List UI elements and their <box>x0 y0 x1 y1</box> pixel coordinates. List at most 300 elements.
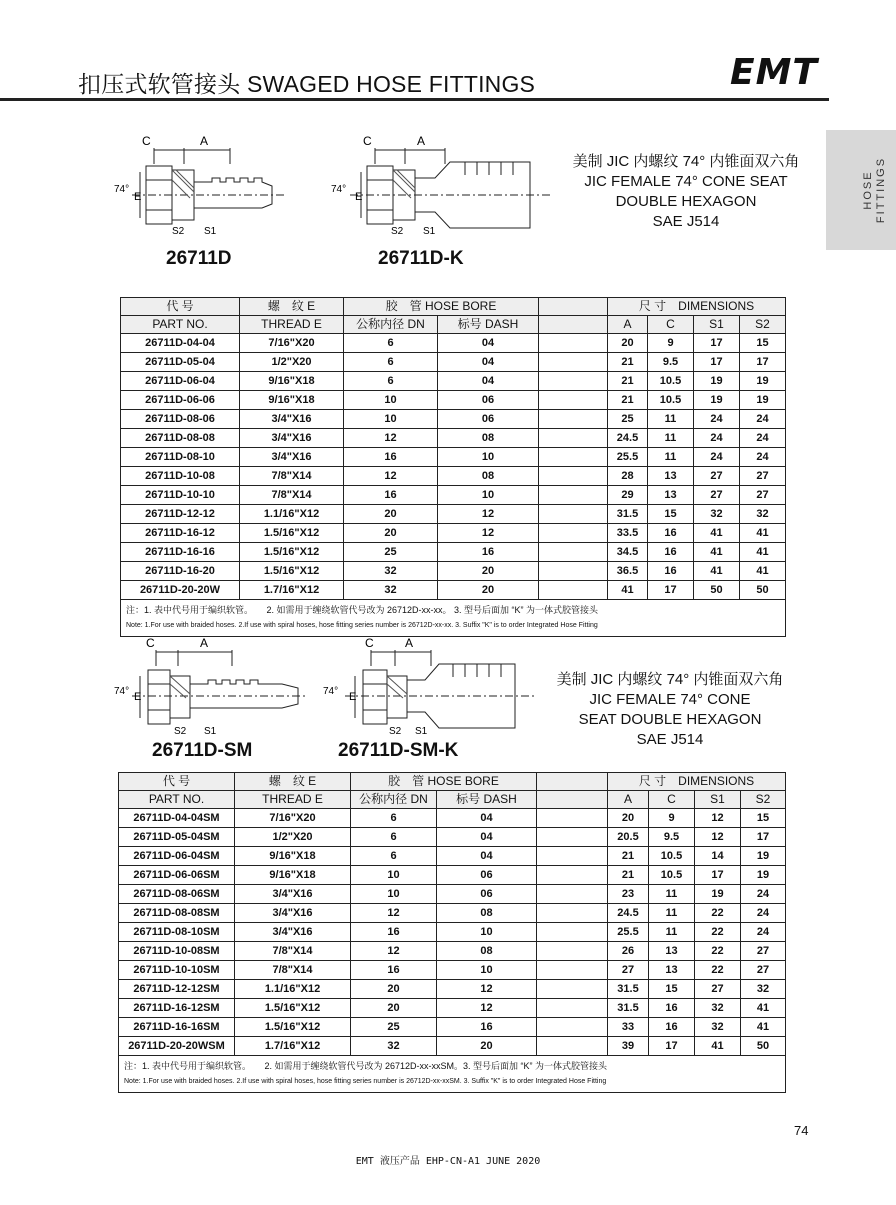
cell-dim-s1: 32 <box>694 505 740 524</box>
cell-dim-c: 10.5 <box>649 847 695 866</box>
cell-dim-s2: 24 <box>740 448 786 467</box>
cell-dash: 20 <box>437 1037 537 1056</box>
description-standard: SAE J514 <box>636 731 704 748</box>
cell-dim-a: 25.5 <box>608 448 648 467</box>
dim-label-a: A <box>417 134 426 148</box>
cell-dim-s1: 17 <box>695 866 741 885</box>
cell-dim-c: 11 <box>648 448 694 467</box>
cell-dim-a: 31.5 <box>608 980 649 999</box>
header-dash: 标号 DASH <box>437 791 537 809</box>
cell-dim-s1: 22 <box>695 923 741 942</box>
cell-blank <box>537 828 608 847</box>
cell-dim-c: 11 <box>648 410 694 429</box>
cell-dim-c: 16 <box>648 562 694 581</box>
cell-thread: 3/4"X16 <box>240 448 344 467</box>
dim-label-c: C <box>146 636 155 650</box>
cell-thread: 3/4"X16 <box>235 904 351 923</box>
cell-dn: 10 <box>344 391 438 410</box>
cell-blank <box>539 505 608 524</box>
cell-dim-s1: 41 <box>694 524 740 543</box>
side-tab-label-line2: FITTINGS <box>875 156 887 224</box>
table-row <box>119 923 786 942</box>
cell-dim-s2: 27 <box>740 486 786 505</box>
dim-label-a: A <box>200 636 209 650</box>
dim-label-e: E <box>134 691 142 703</box>
cell-dim-s2: 24 <box>740 410 786 429</box>
table-note <box>121 600 786 637</box>
table-row <box>121 448 786 467</box>
cell-dim-a: 33.5 <box>608 524 648 543</box>
cell-part-no: 26711D-20-20WSM <box>119 1037 235 1056</box>
cell-blank <box>537 961 608 980</box>
cell-dim-a: 21 <box>608 372 648 391</box>
cell-dim-c: 15 <box>648 505 694 524</box>
cell-blank <box>539 372 608 391</box>
cell-dim-s2: 41 <box>741 1018 786 1037</box>
cell-dim-s2: 24 <box>740 429 786 448</box>
cell-thread: 9/16"X18 <box>240 391 344 410</box>
cell-blank <box>537 999 608 1018</box>
cell-dn: 10 <box>344 410 438 429</box>
header-divider <box>0 98 829 101</box>
cell-dn: 32 <box>344 562 438 581</box>
cell-part-no: 26711D-10-10 <box>121 486 240 505</box>
cell-part-no: 26711D-12-12SM <box>119 980 235 999</box>
cell-part-no: 26711D-10-10SM <box>119 961 235 980</box>
cell-dn: 6 <box>344 334 438 353</box>
cell-dash: 08 <box>437 942 537 961</box>
cell-dn: 6 <box>344 353 438 372</box>
cell-dash: 04 <box>437 828 537 847</box>
angle-label: 74° <box>114 686 130 697</box>
cell-dim-c: 11 <box>649 904 695 923</box>
cell-dn: 20 <box>344 505 438 524</box>
table-row <box>121 543 786 562</box>
cell-part-no: 26711D-05-04 <box>121 353 240 372</box>
fitting-drawing-26711D-SM-K <box>315 632 545 742</box>
cell-dim-c: 9.5 <box>649 828 695 847</box>
cell-dim-c: 16 <box>648 524 694 543</box>
cell-dim-s1: 24 <box>694 410 740 429</box>
dim-label-s1: S1 <box>415 726 428 737</box>
table-row <box>121 524 786 543</box>
cell-dim-a: 21 <box>608 866 649 885</box>
cell-part-no: 26711D-08-10 <box>121 448 240 467</box>
header-dim-c: C <box>649 791 695 809</box>
spec-table-body <box>121 334 786 600</box>
cell-dash: 08 <box>438 467 539 486</box>
description-en-line1: JIC FEMALE 74° CONE <box>589 691 751 708</box>
cell-thread: 1.7/16"X12 <box>235 1037 351 1056</box>
cell-dim-s1: 24 <box>694 448 740 467</box>
cell-dn: 25 <box>351 1018 437 1037</box>
header-dash: 标号 DASH <box>438 316 539 334</box>
cell-dim-s1: 17 <box>694 334 740 353</box>
dim-label-s1: S1 <box>204 226 217 237</box>
cell-dash: 04 <box>437 847 537 866</box>
cell-dn: 10 <box>351 866 437 885</box>
dim-label-e: E <box>349 691 357 703</box>
note-cn: 注：1. 表中代号用于编织软管。 2. 如需用于缠绕软管代号改为 26712D-xx-xxSM。3. 型号后面加 “K” 为一体式胶管接头 <box>124 1061 608 1071</box>
cell-dim-a: 24.5 <box>608 429 648 448</box>
cell-dn: 6 <box>351 828 437 847</box>
table-row <box>119 999 786 1018</box>
cell-dn: 12 <box>344 467 438 486</box>
table-row <box>121 353 786 372</box>
cell-part-no: 26711D-08-06SM <box>119 885 235 904</box>
cell-blank <box>539 410 608 429</box>
cell-dim-c: 10.5 <box>648 372 694 391</box>
header-dim-a: A <box>608 316 648 334</box>
cell-part-no: 26711D-16-12SM <box>119 999 235 1018</box>
table-row <box>121 372 786 391</box>
cell-dim-a: 21 <box>608 391 648 410</box>
dim-label-a: A <box>200 134 209 148</box>
cell-part-no: 26711D-04-04SM <box>119 809 235 828</box>
cell-part-no: 26711D-08-08SM <box>119 904 235 923</box>
header-thread-cn: 螺 纹 E <box>240 298 344 316</box>
cell-dim-a: 26 <box>608 942 649 961</box>
description-en-line2: SEAT DOUBLE HEXAGON <box>578 711 762 728</box>
cell-dim-s1: 19 <box>694 372 740 391</box>
cell-thread: 1.5/16"X12 <box>240 524 344 543</box>
cell-dim-s2: 19 <box>741 866 786 885</box>
cell-dim-c: 9.5 <box>648 353 694 372</box>
cell-thread: 7/8"X14 <box>235 961 351 980</box>
header-part-no: PART NO. <box>119 791 235 809</box>
cell-part-no: 26711D-16-12 <box>121 524 240 543</box>
cell-blank <box>537 942 608 961</box>
cell-part-no: 26711D-16-16SM <box>119 1018 235 1037</box>
cell-dim-s2: 24 <box>741 885 786 904</box>
cell-thread: 1.5/16"X12 <box>240 562 344 581</box>
dim-label-s2: S2 <box>172 226 185 237</box>
table-row <box>121 581 786 600</box>
angle-label: 74° <box>323 686 339 697</box>
cell-thread: 9/16"X18 <box>240 372 344 391</box>
cell-thread: 9/16"X18 <box>235 866 351 885</box>
cell-dim-a: 21 <box>608 847 649 866</box>
cell-blank <box>539 581 608 600</box>
cell-part-no: 26711D-16-16 <box>121 543 240 562</box>
model-label: 26711D-K <box>378 248 464 269</box>
dim-label-c: C <box>365 636 374 650</box>
header-dim-s2: S2 <box>740 316 786 334</box>
description-cn: 美制 JIC 内螺纹 74° 内锥面双六角 <box>572 153 800 170</box>
fitting-drawing-26711D-SM <box>112 632 312 742</box>
table-row <box>119 961 786 980</box>
cell-dim-a: 34.5 <box>608 543 648 562</box>
cell-dim-s1: 22 <box>695 961 741 980</box>
cell-part-no: 26711D-08-10SM <box>119 923 235 942</box>
cell-dim-s2: 19 <box>740 391 786 410</box>
cell-dim-s2: 41 <box>740 562 786 581</box>
header-dimensions: 尺 寸 DIMENSIONS <box>608 773 786 791</box>
cell-dash: 10 <box>438 448 539 467</box>
cell-dim-a: 33 <box>608 1018 649 1037</box>
cell-part-no: 26711D-08-08 <box>121 429 240 448</box>
cell-dim-s2: 32 <box>741 980 786 999</box>
cell-dash: 06 <box>438 391 539 410</box>
cell-dash: 06 <box>438 410 539 429</box>
cell-dim-a: 39 <box>608 1037 649 1056</box>
cell-part-no: 26711D-06-06SM <box>119 866 235 885</box>
cell-dim-s1: 19 <box>694 391 740 410</box>
cell-dim-s2: 17 <box>741 828 786 847</box>
header-thread-cn: 螺 纹 E <box>235 773 351 791</box>
cell-dim-s2: 32 <box>740 505 786 524</box>
cell-part-no: 26711D-20-20W <box>121 581 240 600</box>
model-label: 26711D-SM <box>152 740 253 761</box>
fitting-description <box>548 152 824 232</box>
header-dim-a: A <box>608 791 649 809</box>
cell-thread: 7/16"X20 <box>240 334 344 353</box>
dim-label-e: E <box>134 191 142 203</box>
table-row <box>121 467 786 486</box>
fitting-drawing-26711D-K <box>325 130 555 240</box>
cell-dn: 16 <box>351 961 437 980</box>
cell-dim-s1: 27 <box>695 980 741 999</box>
header-hose-bore: 胶 管 HOSE BORE <box>344 298 539 316</box>
cell-dim-s1: 22 <box>695 942 741 961</box>
table-note <box>119 1056 786 1093</box>
cell-dim-s1: 19 <box>695 885 741 904</box>
description-cn: 美制 JIC 内螺纹 74° 内锥面双六角 <box>556 671 784 688</box>
cell-dim-a: 27 <box>608 961 649 980</box>
cell-blank <box>537 809 608 828</box>
note-en: Note: 1.For use with braided hoses. 2.If use with spiral hoses, hose fitting series number is 26712D-xx-xxSM. 3. Suffix "K" is to order Integrated Hose Fitting <box>124 1078 607 1085</box>
cell-dim-c: 10.5 <box>649 866 695 885</box>
table-row <box>119 1018 786 1037</box>
header-dimensions: 尺 寸 DIMENSIONS <box>608 298 786 316</box>
cell-dim-s1: 17 <box>694 353 740 372</box>
table-row <box>119 980 786 999</box>
cell-dim-a: 25.5 <box>608 923 649 942</box>
cell-dn: 16 <box>344 486 438 505</box>
cell-dash: 20 <box>438 581 539 600</box>
cell-blank <box>537 866 608 885</box>
cell-dim-a: 31.5 <box>608 505 648 524</box>
cell-dash: 12 <box>438 505 539 524</box>
header-dim-c: C <box>648 316 694 334</box>
header-dim-s1: S1 <box>694 316 740 334</box>
cell-dim-a: 29 <box>608 486 648 505</box>
cell-dim-s1: 12 <box>695 828 741 847</box>
cell-thread: 9/16"X18 <box>235 847 351 866</box>
cell-thread: 1.1/16"X12 <box>235 980 351 999</box>
table-row <box>121 505 786 524</box>
cell-dim-a: 31.5 <box>608 999 649 1018</box>
cell-dim-a: 36.5 <box>608 562 648 581</box>
page-number: 74 <box>794 1123 809 1138</box>
cell-dim-s1: 32 <box>695 999 741 1018</box>
cell-dim-c: 13 <box>648 467 694 486</box>
cell-dim-s2: 24 <box>741 923 786 942</box>
cell-dn: 32 <box>351 1037 437 1056</box>
cell-dn: 12 <box>351 904 437 923</box>
cell-dim-c: 17 <box>648 581 694 600</box>
cell-blank <box>539 543 608 562</box>
cell-part-no: 26711D-10-08 <box>121 467 240 486</box>
cell-dim-s1: 41 <box>694 543 740 562</box>
cell-thread: 3/4"X16 <box>240 410 344 429</box>
cell-blank <box>539 334 608 353</box>
spec-table-body <box>119 809 786 1056</box>
cell-dim-a: 41 <box>608 581 648 600</box>
cell-dim-s2: 17 <box>740 353 786 372</box>
cell-blank <box>537 885 608 904</box>
model-label: 26711D <box>166 248 232 269</box>
brand-logo: EMT <box>730 52 818 93</box>
page-footer: EMT 液压产品 EHP-CN-A1 JUNE 2020 <box>355 1156 541 1167</box>
cell-blank <box>539 524 608 543</box>
cell-dim-s1: 41 <box>695 1037 741 1056</box>
cell-dash: 10 <box>437 961 537 980</box>
cell-blank <box>537 1018 608 1037</box>
cell-part-no: 26711D-16-20 <box>121 562 240 581</box>
header-code-cn: 代 号 <box>119 773 235 791</box>
cell-dim-a: 23 <box>608 885 649 904</box>
header-dn: 公称内径 DN <box>351 791 437 809</box>
cell-part-no: 26711D-05-04SM <box>119 828 235 847</box>
cell-thread: 1/2"X20 <box>235 828 351 847</box>
cell-blank <box>537 904 608 923</box>
dim-label-e: E <box>355 191 363 203</box>
cell-dn: 6 <box>351 809 437 828</box>
cell-dim-c: 13 <box>649 942 695 961</box>
header-dim-s2: S2 <box>741 791 786 809</box>
cell-dn: 20 <box>351 999 437 1018</box>
cell-dash: 04 <box>438 334 539 353</box>
cell-blank <box>539 391 608 410</box>
cell-blank <box>537 923 608 942</box>
table-row <box>119 1037 786 1056</box>
cell-dn: 6 <box>344 372 438 391</box>
dim-label-s2: S2 <box>391 226 404 237</box>
cell-thread: 7/8"X14 <box>240 486 344 505</box>
cell-dim-s2: 19 <box>741 847 786 866</box>
cell-dim-s2: 27 <box>741 942 786 961</box>
dim-label-s1: S1 <box>423 226 436 237</box>
cell-dim-s2: 41 <box>740 524 786 543</box>
table-row <box>121 334 786 353</box>
cell-dim-a: 20 <box>608 809 649 828</box>
cell-dim-a: 20 <box>608 334 648 353</box>
cell-dn: 20 <box>344 524 438 543</box>
header-dn: 公称内径 DN <box>344 316 438 334</box>
header-part-no: PART NO. <box>121 316 240 334</box>
cell-thread: 3/4"X16 <box>235 885 351 904</box>
cell-dim-c: 11 <box>648 429 694 448</box>
cell-dash: 04 <box>437 809 537 828</box>
cell-dim-c: 16 <box>649 1018 695 1037</box>
table-row <box>119 847 786 866</box>
dim-label-c: C <box>363 134 372 148</box>
cell-dim-s1: 27 <box>694 467 740 486</box>
cell-dim-s2: 19 <box>740 372 786 391</box>
cell-dn: 20 <box>351 980 437 999</box>
cell-dim-s2: 41 <box>740 543 786 562</box>
cell-dim-s2: 27 <box>741 961 786 980</box>
cell-dash: 06 <box>437 866 537 885</box>
angle-label: 74° <box>331 184 347 195</box>
cell-thread: 1.5/16"X12 <box>240 543 344 562</box>
cell-thread: 7/16"X20 <box>235 809 351 828</box>
cell-blank <box>539 353 608 372</box>
cell-dn: 6 <box>351 847 437 866</box>
cell-dash: 10 <box>438 486 539 505</box>
cell-thread: 7/8"X14 <box>240 467 344 486</box>
cell-blank <box>537 1037 608 1056</box>
cell-dim-c: 15 <box>649 980 695 999</box>
table-row <box>119 904 786 923</box>
cell-dim-s1: 41 <box>694 562 740 581</box>
fitting-drawing-26711D <box>112 130 302 240</box>
cell-dim-c: 11 <box>649 885 695 904</box>
cell-dim-a: 20.5 <box>608 828 649 847</box>
cell-thread: 1/2"X20 <box>240 353 344 372</box>
cell-part-no: 26711D-06-04SM <box>119 847 235 866</box>
cell-dim-s1: 50 <box>694 581 740 600</box>
header-dim-s1: S1 <box>695 791 741 809</box>
cell-dim-c: 13 <box>648 486 694 505</box>
cell-dim-s1: 24 <box>694 429 740 448</box>
cell-dim-c: 13 <box>649 961 695 980</box>
page-title: 扣压式软管接头 SWAGED HOSE FITTINGS <box>78 71 536 97</box>
cell-dash: 04 <box>438 353 539 372</box>
cell-blank <box>539 562 608 581</box>
cell-dim-a: 25 <box>608 410 648 429</box>
cell-dim-a: 21 <box>608 353 648 372</box>
cell-blank <box>537 847 608 866</box>
cell-dim-c: 10.5 <box>648 391 694 410</box>
cell-dim-c: 16 <box>649 999 695 1018</box>
cell-dn: 12 <box>344 429 438 448</box>
cell-thread: 7/8"X14 <box>235 942 351 961</box>
side-tab-label-line1: HOSE <box>862 170 874 210</box>
cell-dim-s1: 12 <box>695 809 741 828</box>
cell-dash: 12 <box>437 980 537 999</box>
cell-dash: 16 <box>438 543 539 562</box>
angle-label: 74° <box>114 184 130 195</box>
header-code-cn: 代 号 <box>121 298 240 316</box>
cell-dim-c: 9 <box>648 334 694 353</box>
cell-dash: 12 <box>438 524 539 543</box>
cell-thread: 3/4"X16 <box>240 429 344 448</box>
cell-thread: 3/4"X16 <box>235 923 351 942</box>
cell-dim-c: 9 <box>649 809 695 828</box>
header-thread-e: THREAD E <box>240 316 344 334</box>
spec-table <box>118 772 786 1093</box>
cell-dn: 32 <box>344 581 438 600</box>
dim-label-s2: S2 <box>389 726 402 737</box>
cell-dn: 10 <box>351 885 437 904</box>
cell-dim-c: 16 <box>648 543 694 562</box>
table-row <box>121 562 786 581</box>
description-standard: SAE J514 <box>652 213 720 230</box>
header-hose-bore: 胶 管 HOSE BORE <box>351 773 537 791</box>
dim-label-a: A <box>405 636 414 650</box>
cell-dim-s2: 15 <box>740 334 786 353</box>
fitting-description <box>534 670 806 750</box>
cell-dim-s2: 50 <box>740 581 786 600</box>
cell-dn: 25 <box>344 543 438 562</box>
cell-part-no: 26711D-08-06 <box>121 410 240 429</box>
cell-part-no: 26711D-04-04 <box>121 334 240 353</box>
cell-dash: 06 <box>437 885 537 904</box>
table-row <box>121 429 786 448</box>
side-section-tab <box>826 130 896 250</box>
